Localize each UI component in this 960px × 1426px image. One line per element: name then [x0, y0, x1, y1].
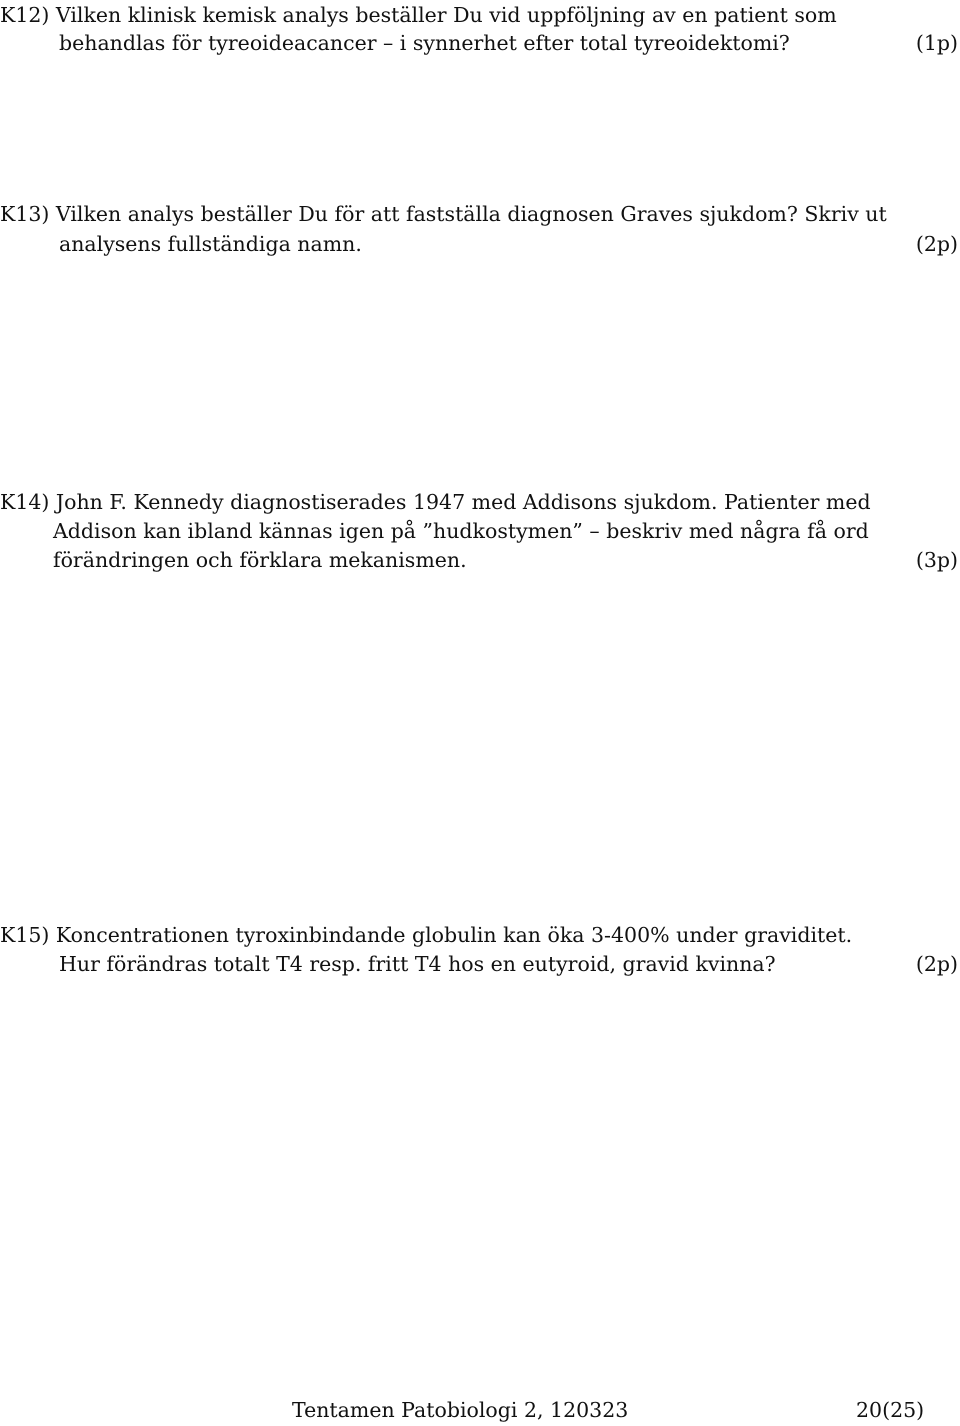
- question-line: [0, 0, 960, 30]
- page-number: 20(25): [856, 1398, 925, 1422]
- question-line: [0, 545, 960, 575]
- points-label: (2p): [915, 232, 958, 256]
- question-text: K14) John F. Kennedy diagnostiserades 1947 med Addisons sjukdom. Patienter med: [0, 490, 871, 514]
- question-line: [0, 487, 960, 517]
- points-label: (3p): [915, 548, 958, 572]
- question-text: K13) Vilken analys beställer Du för att fastställa diagnosen Graves sjukdom? Skriv ut: [0, 202, 887, 226]
- page-footer: [0, 1394, 960, 1426]
- question-line: [0, 920, 960, 950]
- question-line: [0, 516, 960, 546]
- question-line: [0, 949, 960, 979]
- question-text: K12) Vilken klinisk kemisk analys beställer Du vid uppföljning av en patient som: [0, 3, 837, 27]
- points-label: (1p): [915, 31, 958, 55]
- question-text: förändringen och förklara mekanismen.: [53, 548, 467, 572]
- question-text: K15) Koncentrationen tyroxinbindande globulin kan öka 3-400% under graviditet.: [0, 923, 853, 947]
- points-label: (2p): [915, 952, 958, 976]
- question-line: [0, 229, 960, 259]
- question-line: [0, 28, 960, 58]
- question-text: behandlas för tyreoideacancer – i synnerhet efter total tyreoidektomi?: [59, 31, 790, 55]
- question-text: analysens fullständiga namn.: [59, 232, 362, 256]
- question-text: Hur förändras totalt T4 resp. fritt T4 hos en eutyroid, gravid kvinna?: [59, 952, 776, 976]
- question-line: [0, 199, 960, 229]
- exam-title: Tentamen Patobiologi 2, 120323: [292, 1398, 629, 1422]
- question-text: Addison kan ibland kännas igen på ”hudkostymen” – beskriv med några få ord: [53, 519, 869, 543]
